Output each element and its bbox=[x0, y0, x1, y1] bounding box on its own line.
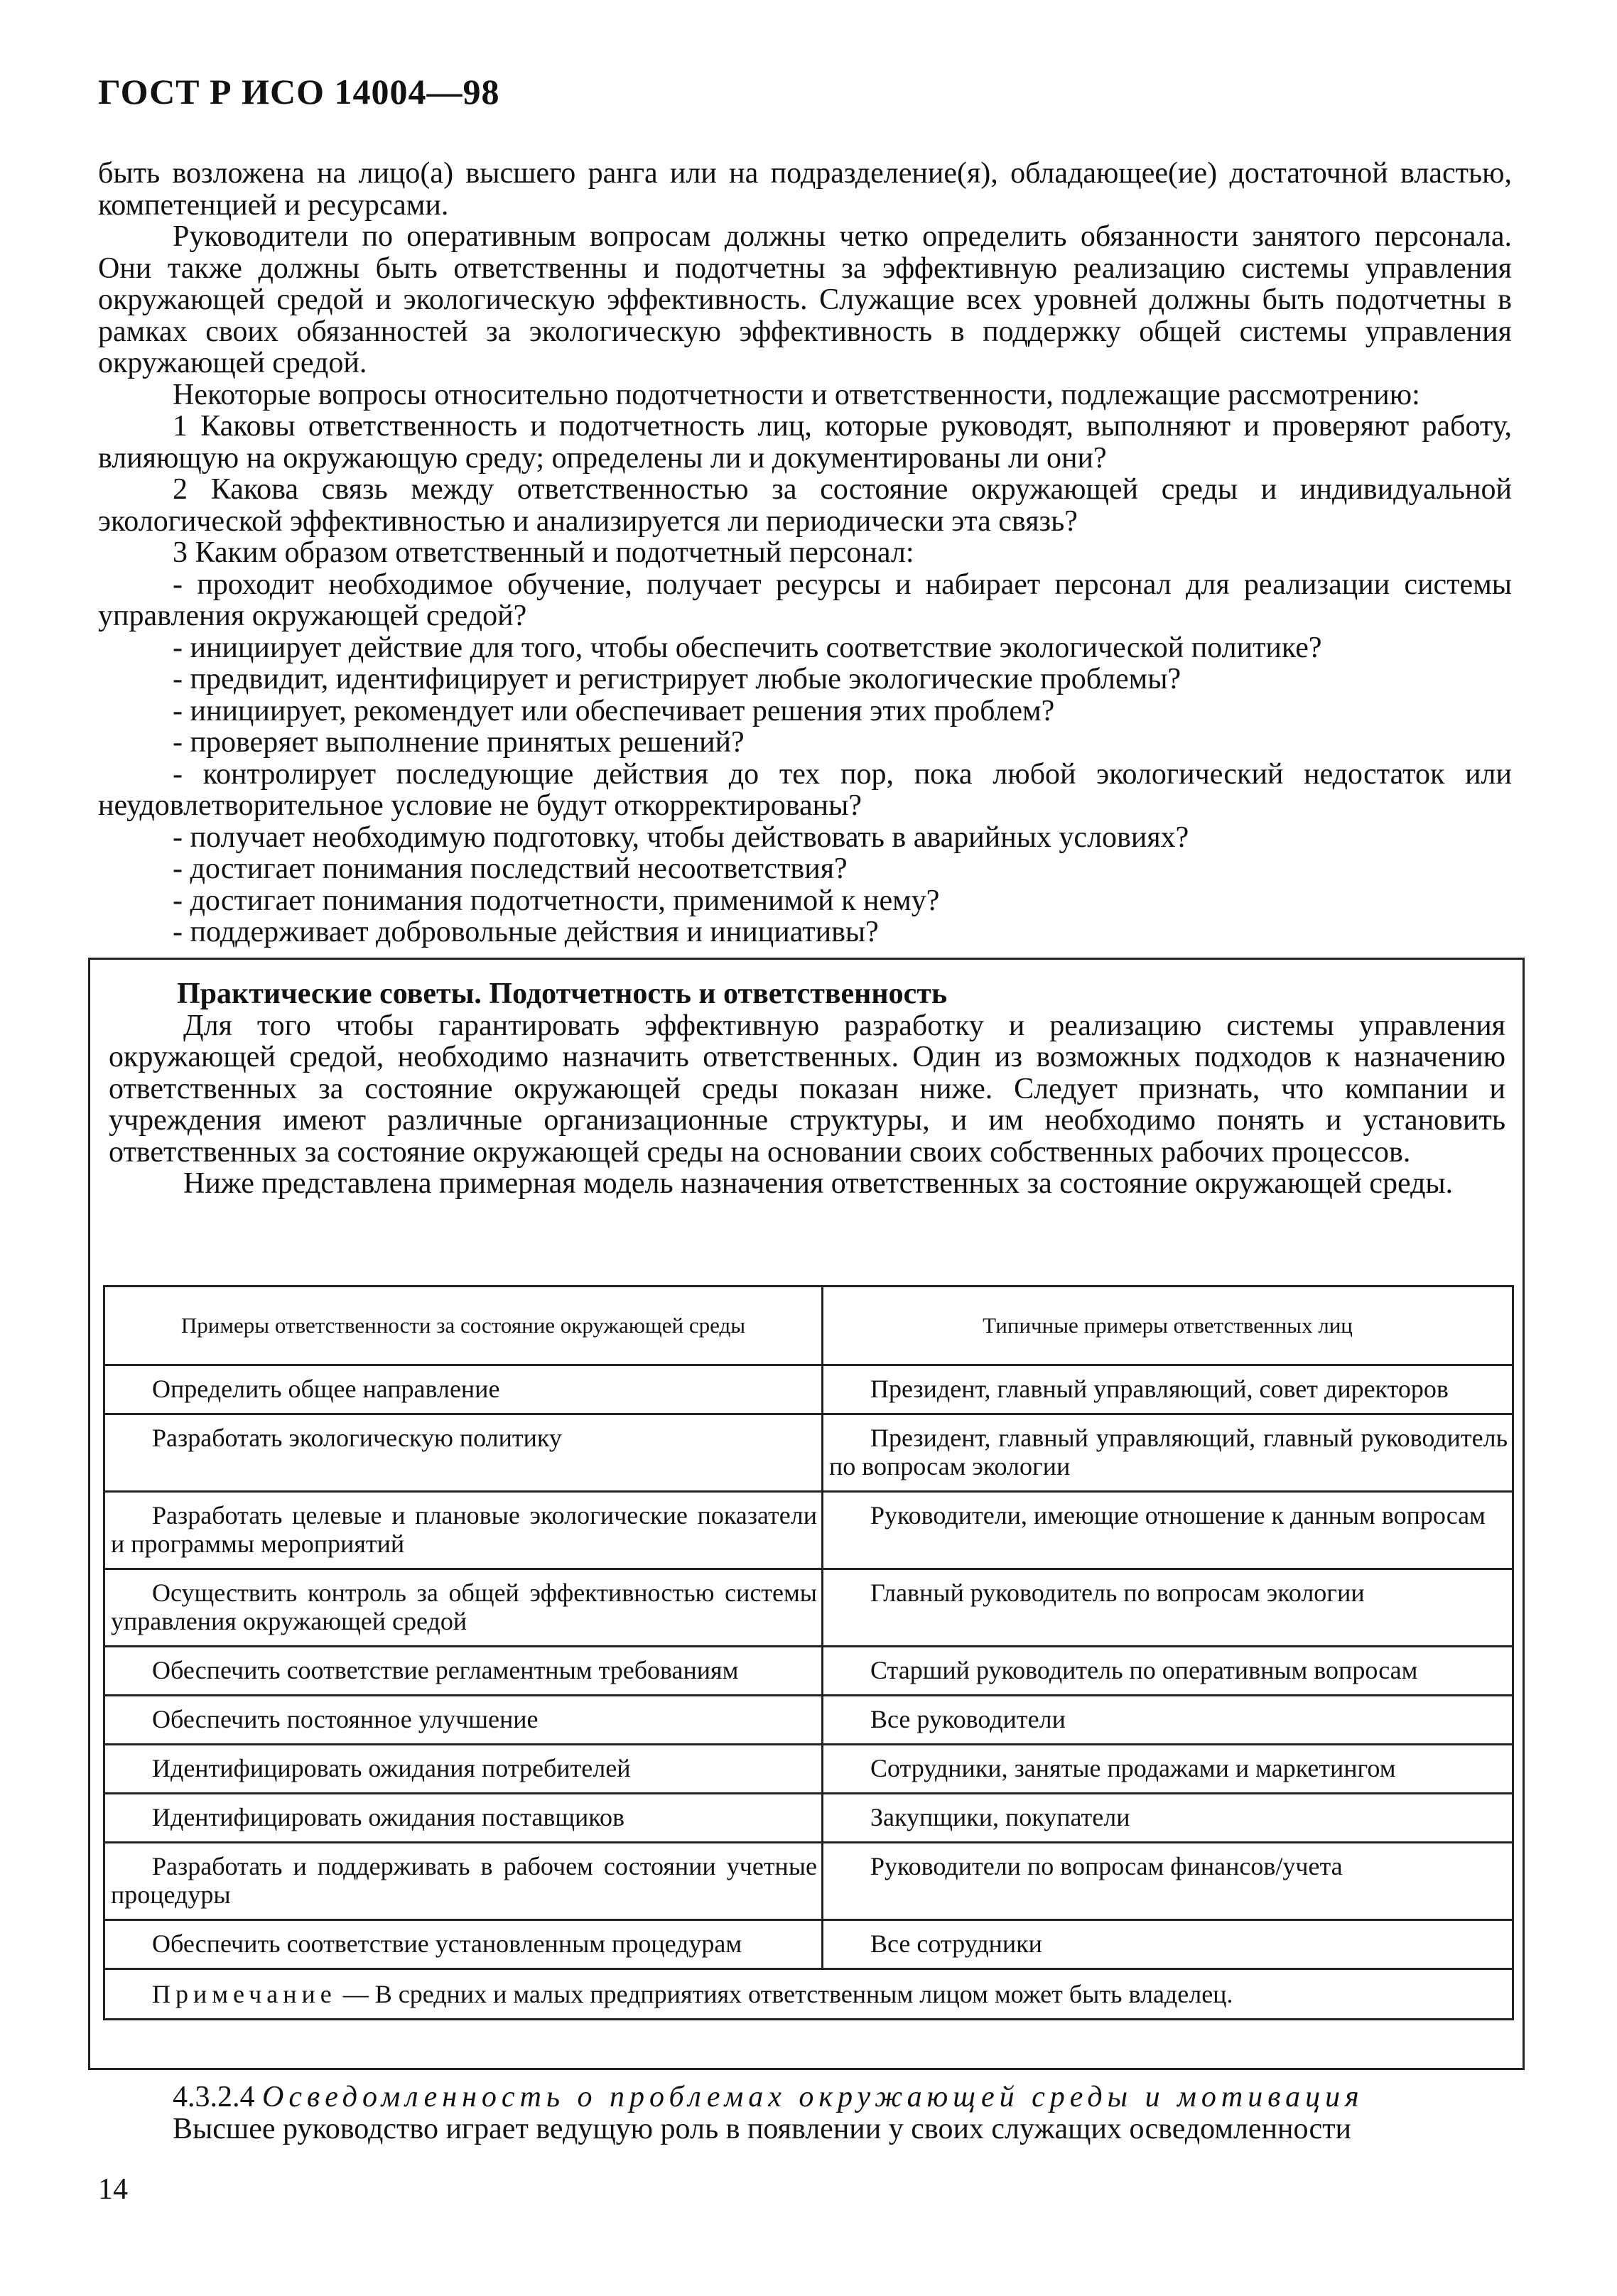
cell-text: Руководители, имеющие отношение к данным вопросам bbox=[870, 1501, 1486, 1529]
table-cell bbox=[823, 1365, 1513, 1414]
question-3: 3 Каким образом ответственный и подотчетный персонал: bbox=[173, 536, 914, 569]
table-row bbox=[104, 1414, 1513, 1492]
cell-text: Обеспечить постоянное улучшение bbox=[152, 1705, 539, 1733]
cell-text: Закупщики, покупатели bbox=[870, 1803, 1130, 1831]
bullet-item: - достигает понимания подотчетности, применимой к нему? bbox=[173, 884, 940, 917]
box-paragraph: Ниже представлена примерная модель назначения ответственных за состояние окружающей среды. bbox=[183, 1167, 1454, 1200]
table-cell bbox=[104, 1365, 823, 1414]
table-row bbox=[104, 1920, 1513, 1969]
table-cell bbox=[823, 1843, 1513, 1920]
bullet-item: - контролирует последующие действия до тех пор, пока любой экологический недостаток или неудовлетворительное условие не будут откорректированы? bbox=[98, 757, 1512, 822]
note-label: Примечание bbox=[152, 1980, 337, 2008]
section-heading bbox=[98, 2081, 1512, 2113]
cell-text: Осуществить контроль за общей эффективностью системы управления окружающей средой bbox=[111, 1578, 817, 1635]
cell-text: Старший руководитель по оперативным вопросам bbox=[870, 1656, 1418, 1684]
table-cell bbox=[104, 1414, 823, 1492]
cell-text: Руководители по вопросам финансов/учета bbox=[870, 1852, 1343, 1880]
cell-text: Президент, главный управляющий, совет директоров bbox=[870, 1375, 1449, 1403]
section-paragraph: Высшее руководство играет ведущую роль в появлении у своих служащих осведомленности bbox=[173, 2113, 1352, 2145]
cell-text: Президент, главный управляющий, главный руководитель по вопросам экологии bbox=[829, 1424, 1508, 1480]
paragraph: быть возложена на лицо(а) высшего ранга или на подразделение(я), обладающее(ие) достаточной властью, компетенцией и ресурсами. bbox=[98, 157, 1512, 222]
cell-text: Идентифицировать ожидания поставщиков bbox=[152, 1803, 624, 1831]
note-text: — В средних и малых предприятиях ответственным лицом может быть владелец. bbox=[336, 1980, 1233, 2008]
table-cell bbox=[104, 1794, 823, 1843]
question-1: 1 Каковы ответственность и подотчетность лиц, которые руководят, выполняют и проверяют работу, влияющую на окружающую среду; определены ли и документированы ли они? bbox=[98, 410, 1512, 475]
table-cell bbox=[823, 1745, 1513, 1794]
table-header-cell: Типичные примеры ответственных лиц bbox=[823, 1287, 1513, 1365]
table-cell bbox=[104, 1492, 823, 1569]
table-cell bbox=[104, 1647, 823, 1696]
table-cell bbox=[104, 1843, 823, 1920]
section-number: 4.3.2.4 bbox=[173, 2081, 255, 2113]
table-cell bbox=[823, 1647, 1513, 1696]
responsibility-table bbox=[103, 1285, 1514, 2020]
table-cell bbox=[823, 1696, 1513, 1745]
cell-text: Главный руководитель по вопросам экологии bbox=[870, 1578, 1365, 1607]
page-header: ГОСТ Р ИСО 14004—98 bbox=[98, 72, 500, 112]
table-cell bbox=[823, 1414, 1513, 1492]
table-note bbox=[104, 1969, 1513, 2020]
table-cell bbox=[104, 1569, 823, 1647]
table-cell bbox=[823, 1920, 1513, 1969]
cell-text: Разработать целевые и плановые экологические показатели и программы мероприятий bbox=[111, 1501, 817, 1558]
body-text bbox=[98, 158, 1512, 948]
paragraph: Руководители по оперативным вопросам должны четко определить обязанности занятого персонала. Они также должны быть ответственны и подотчетны за эффективную реализацию системы управления окружающей средой и экологическую эффективность. Служащие всех уровней должны быть подотчетны в рамках своих обязанностей за экологическую эффективность в поддержку общей системы управления окружающей средой. bbox=[98, 220, 1512, 379]
bullet-item: - инициирует действие для того, чтобы обеспечить соответствие экологической политике? bbox=[173, 631, 1322, 664]
table-row bbox=[104, 1745, 1513, 1794]
bullet-item: - проверяет выполнение принятых решений? bbox=[173, 726, 745, 759]
cell-text: Определить общее направление bbox=[152, 1375, 500, 1403]
table-cell bbox=[104, 1745, 823, 1794]
table-row bbox=[104, 1843, 1513, 1920]
cell-text: Идентифицировать ожидания потребителей bbox=[152, 1754, 631, 1782]
section-title: Осведомленность о проблемах окружающей среды и мотивация bbox=[262, 2081, 1364, 2113]
page-number: 14 bbox=[98, 2173, 128, 2206]
table-cell bbox=[823, 1492, 1513, 1569]
table-row bbox=[104, 1492, 1513, 1569]
table-cell bbox=[104, 1696, 823, 1745]
box-content bbox=[109, 978, 1505, 1200]
paragraph: Некоторые вопросы относительно подотчетности и ответственности, подлежащие рассмотрению: bbox=[173, 378, 1420, 411]
table-header-cell: Примеры ответственности за состояние окружающей среды bbox=[104, 1287, 823, 1365]
box-paragraph: Для того чтобы гарантировать эффективную разработку и реализацию системы управления окружающей средой, необходимо назначить ответственных. Один из возможных подходов к назначению ответственных за состояние окружающей среды показан ниже. Следует признать, что компании и учреждения имеют различные организационные структуры, и им необходимо понять и установить ответственных за состояние окружающей среды на основании своих собственных рабочих процессов. bbox=[109, 1009, 1505, 1169]
table-cell bbox=[104, 1920, 823, 1969]
practical-advice-box bbox=[88, 958, 1525, 2070]
cell-text: Все сотрудники bbox=[870, 1929, 1042, 1958]
cell-text: Разработать и поддерживать в рабочем состоянии учетные процедуры bbox=[111, 1852, 817, 1909]
bullet-item: - получает необходимую подготовку, чтобы действовать в аварийных условиях? bbox=[173, 821, 1189, 854]
cell-text: Все руководители bbox=[870, 1705, 1066, 1733]
cell-text: Обеспечить соответствие регламентным требованиям bbox=[152, 1656, 739, 1684]
question-2: 2 Какова связь между ответственностью за состояние окружающей среды и индивидуальной экологической эффективностью и анализируется ли периодически эта связь? bbox=[98, 473, 1512, 538]
cell-text: Сотрудники, занятые продажами и маркетингом bbox=[870, 1754, 1396, 1782]
box-title: Практические советы. Подотчетность и ответственность bbox=[177, 978, 948, 1010]
table-row bbox=[104, 1569, 1513, 1647]
table-row bbox=[104, 1365, 1513, 1414]
bullet-item: - поддерживает добровольные действия и инициативы? bbox=[173, 916, 879, 948]
table-note-row bbox=[104, 1969, 1513, 2020]
cell-text: Разработать экологическую политику bbox=[152, 1424, 562, 1452]
cell-text: Обеспечить соответствие установленным процедурам bbox=[152, 1929, 742, 1958]
table-row bbox=[104, 1696, 1513, 1745]
table-row bbox=[104, 1794, 1513, 1843]
table-header-row bbox=[104, 1287, 1513, 1365]
bullet-item: - инициирует, рекомендует или обеспечивает решения этих проблем? bbox=[173, 694, 1055, 727]
bullet-item: - предвидит, идентифицирует и регистрирует любые экологические проблемы? bbox=[173, 663, 1181, 695]
table-cell bbox=[823, 1569, 1513, 1647]
bullet-item: - достигает понимания последствий несоответствия? bbox=[173, 852, 848, 885]
bullet-item: - проходит необходимое обучение, получает ресурсы и набирает персонал для реализации системы управления окружающей средой? bbox=[98, 568, 1512, 632]
table-row bbox=[104, 1647, 1513, 1696]
table-cell bbox=[823, 1794, 1513, 1843]
